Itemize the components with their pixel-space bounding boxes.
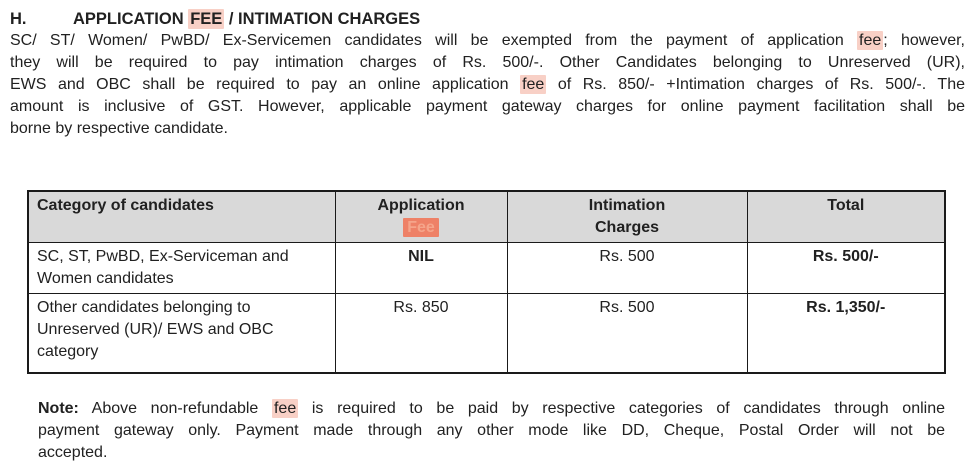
paragraph-line	[10, 52, 965, 74]
text-segment: amount is inclusive of GST. However, applicable payment gateway charges for online payment facilitation shall be	[10, 98, 965, 115]
paragraph-line	[10, 118, 965, 140]
text-segment: payment gateway only. Payment made through any other mode like DD, Cheque, Postal Order will not be	[38, 421, 945, 439]
text-segment: SC/ ST/ Women/ PwBD/ Ex-Servicemen candidates will be exempted from the payment of application	[10, 32, 857, 49]
cell-total: Rs. 1,350/-	[747, 294, 945, 373]
cell-category	[28, 294, 335, 373]
section-title-part: / INTIMATION CHARGES	[224, 10, 421, 28]
cell-application-fee: NIL	[335, 243, 507, 294]
text-segment: borne by respective candidate.	[10, 120, 228, 137]
header-category: Category of candidates	[28, 191, 335, 243]
cell-total: Rs. 500/-	[747, 243, 945, 294]
paragraph-line	[10, 96, 965, 118]
paragraph-line	[38, 420, 945, 442]
cell-application-fee: Rs. 850	[335, 294, 507, 373]
cell-line: Women candidates	[37, 270, 174, 287]
header-line: Application	[377, 197, 465, 214]
search-highlight: FEE	[190, 10, 223, 28]
fee-table	[27, 190, 946, 374]
paragraph-line	[10, 74, 965, 96]
text-segment: they will be required to pay intimation charges of Rs. 500/-. Other Candidates belonging to Unreserved (UR),	[10, 54, 965, 71]
section-title-part: APPLICATION	[73, 10, 189, 28]
text-segment: is required to be paid by respective categories of candidates through online	[298, 399, 945, 417]
header-intimation-charges	[507, 191, 747, 243]
table-header-row	[28, 191, 945, 243]
paragraph-line	[10, 30, 965, 52]
cell-line: category	[37, 343, 99, 360]
text-segment: EWS and OBC shall be required to pay an online application	[10, 76, 521, 93]
search-highlight: fee	[522, 76, 545, 93]
active-search-highlight: Fee	[403, 218, 439, 237]
table-row	[28, 243, 945, 294]
header-total: Total	[747, 191, 945, 243]
header-line: Intimation	[588, 197, 666, 214]
section-heading	[10, 8, 965, 30]
cell-intimation-charges: Rs. 500	[507, 294, 747, 373]
cell-line: SC, ST, PwBD, Ex-Serviceman and	[37, 248, 289, 265]
text-segment: Above non-refundable	[78, 399, 272, 417]
note-label: Note:	[38, 399, 79, 417]
text-segment: accepted.	[38, 443, 108, 461]
note-paragraph	[38, 398, 945, 464]
text-segment: ; however,	[883, 32, 965, 49]
paragraph-line	[38, 398, 945, 420]
cell-intimation-charges: Rs. 500	[507, 243, 747, 294]
search-highlight: fee	[273, 399, 297, 417]
paragraph-line	[38, 442, 945, 464]
table-row	[28, 294, 945, 373]
search-highlight: fee	[859, 32, 882, 49]
section-number: H.	[10, 10, 27, 28]
header-line	[342, 217, 501, 239]
header-application-fee	[335, 191, 507, 243]
cell-line: Other candidates belonging to	[37, 299, 251, 316]
text-segment: of Rs. 850/- +Intimation charges of Rs. 500/-. The	[546, 76, 965, 93]
intro-paragraph	[10, 30, 965, 140]
header-line: Charges	[594, 219, 660, 236]
cell-line: Unreserved (UR)/ EWS and OBC	[37, 321, 274, 338]
cell-category	[28, 243, 335, 294]
